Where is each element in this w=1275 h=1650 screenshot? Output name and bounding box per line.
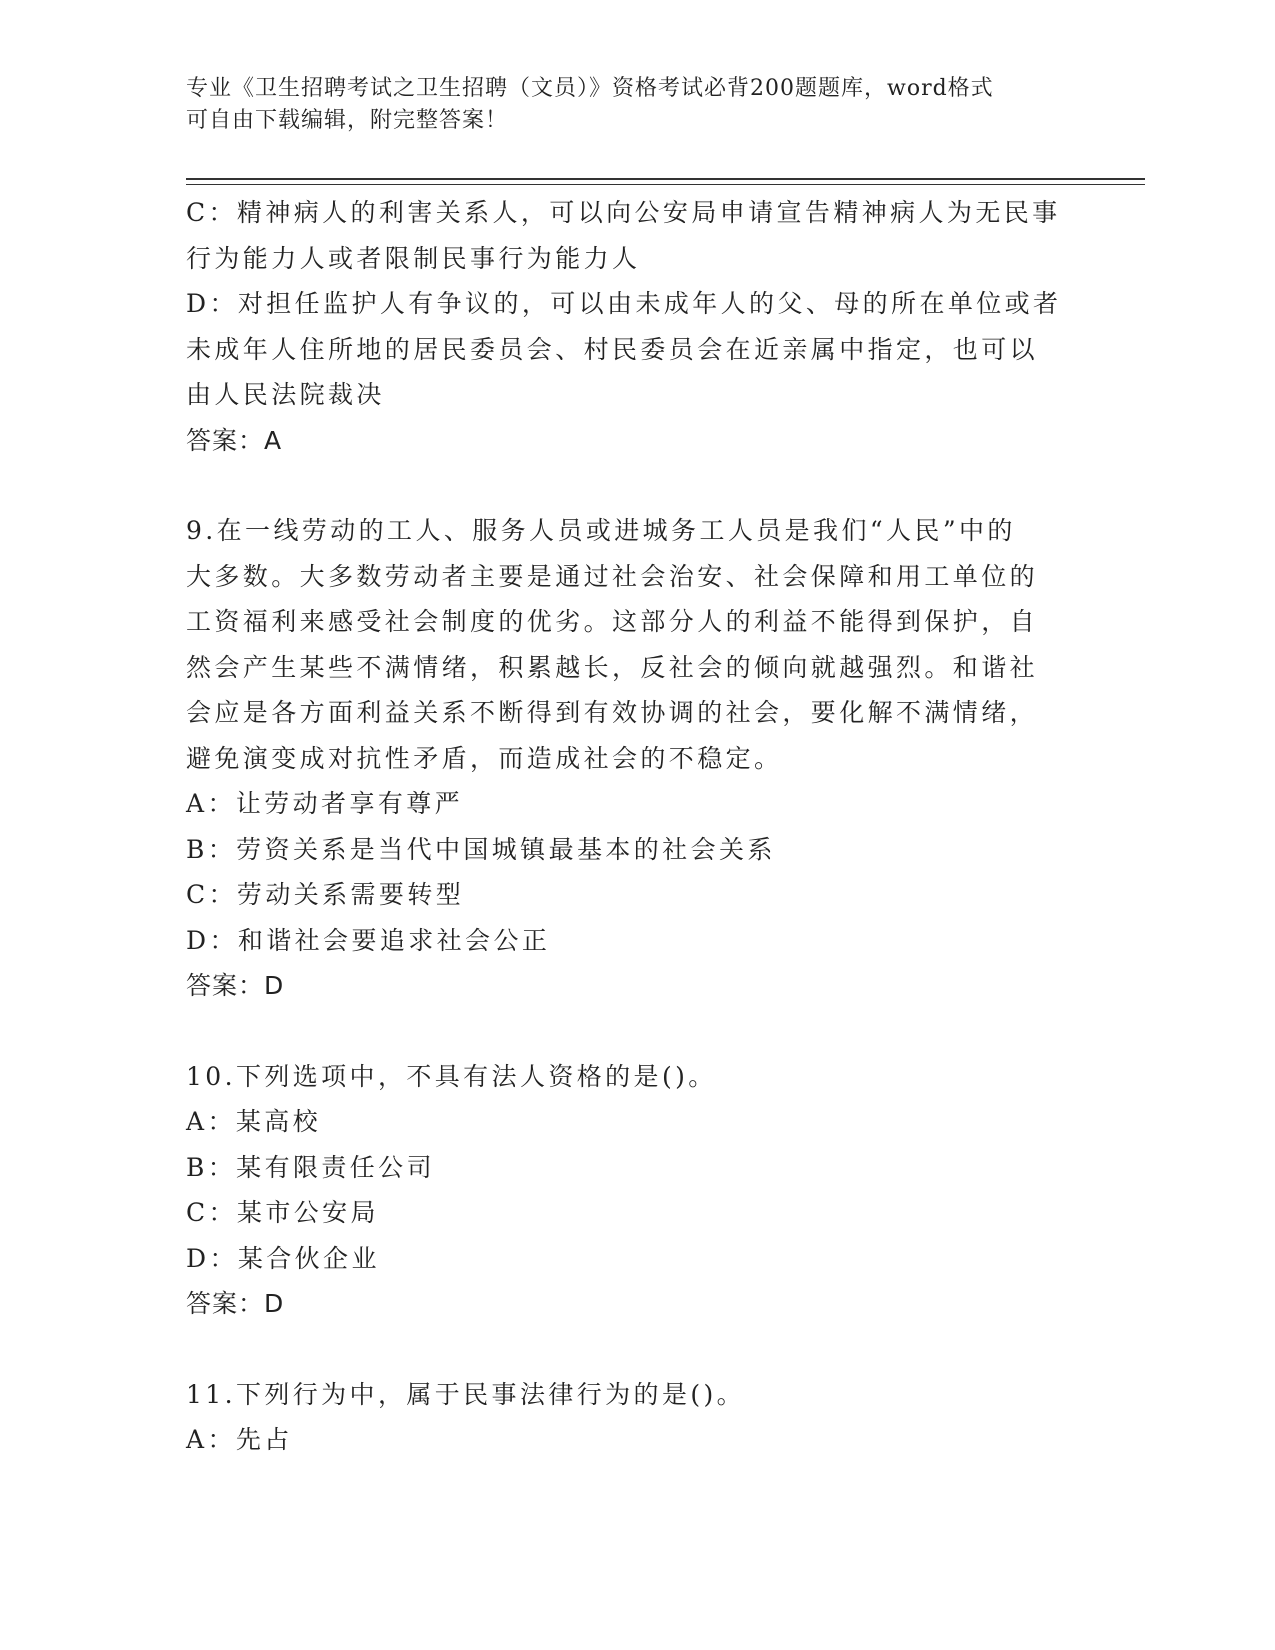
question-stem: 会应是各方面利益关系不断得到有效协调的社会，要化解不满情绪， — [186, 698, 1039, 727]
option-a: A：某高校 — [186, 1107, 322, 1136]
question-stem: 10.下列选项中，不具有法人资格的是()。 — [186, 1061, 717, 1091]
header-divider-thick — [186, 178, 1145, 180]
header-title-line-2: 可自由下载编辑，附完整答案！ — [186, 108, 509, 133]
question-11 — [186, 1372, 1086, 1463]
header-title-line-1: 专业《卫生招聘考试之卫生招聘（文员）》资格考试必背200题题库，word格式 — [186, 76, 994, 101]
question-stem: 工资福利来感受社会制度的优劣。这部分人的利益不能得到保护，自 — [186, 607, 1039, 636]
question-stem: 11.下列行为中，属于民事法律行为的是()。 — [186, 1379, 746, 1409]
question-stem: 9.在一线劳动的工人、服务人员或进城务工人员是我们“人民”中的 — [186, 516, 1016, 545]
option-d: D：某合伙企业 — [186, 1243, 380, 1273]
question-stem: 然会产生某些不满情绪，积累越长，反社会的倾向就越强烈。和谐社 — [186, 652, 1039, 682]
question-10 — [186, 1054, 1086, 1327]
option-d: D：对担任监护人有争议的，可以由未成年人的父、母的所在单位或者 — [186, 289, 1062, 318]
option-c-continued: 行为能力人或者限制民事行为能力人 — [186, 243, 641, 273]
question-stem: 避免演变成对抗性矛盾，而造成社会的不稳定。 — [186, 743, 783, 773]
header-divider-thin — [186, 184, 1145, 185]
question-stem: 大多数。大多数劳动者主要是通过社会治安、社会保障和用工单位的 — [186, 561, 1039, 591]
document-header — [186, 73, 1086, 137]
question-content — [186, 190, 1086, 1463]
option-d-continued: 未成年人住所地的居民委员会、村民委员会在近亲属中指定，也可以 — [186, 334, 1039, 364]
option-d: D：和谐社会要追求社会公正 — [186, 925, 551, 955]
option-d-continued: 由人民法院裁决 — [186, 380, 385, 409]
question-9 — [186, 508, 1086, 1009]
answer-line: 答案：D — [186, 971, 285, 1000]
option-a: A：先占 — [186, 1425, 293, 1454]
question-8-tail — [186, 190, 1086, 463]
option-c: C：某市公安局 — [186, 1198, 379, 1227]
answer-line: 答案：A — [186, 425, 283, 455]
option-c: C：精神病人的利害关系人，可以向公安局申请宣告精神病人为无民事 — [186, 198, 1061, 227]
option-b: B：劳资关系是当代中国城镇最基本的社会关系 — [186, 834, 776, 864]
option-a: A：让劳动者享有尊严 — [186, 789, 464, 818]
answer-line: 答案：D — [186, 1289, 285, 1318]
option-c: C：劳动关系需要转型 — [186, 880, 465, 909]
option-b: B：某有限责任公司 — [186, 1152, 435, 1182]
